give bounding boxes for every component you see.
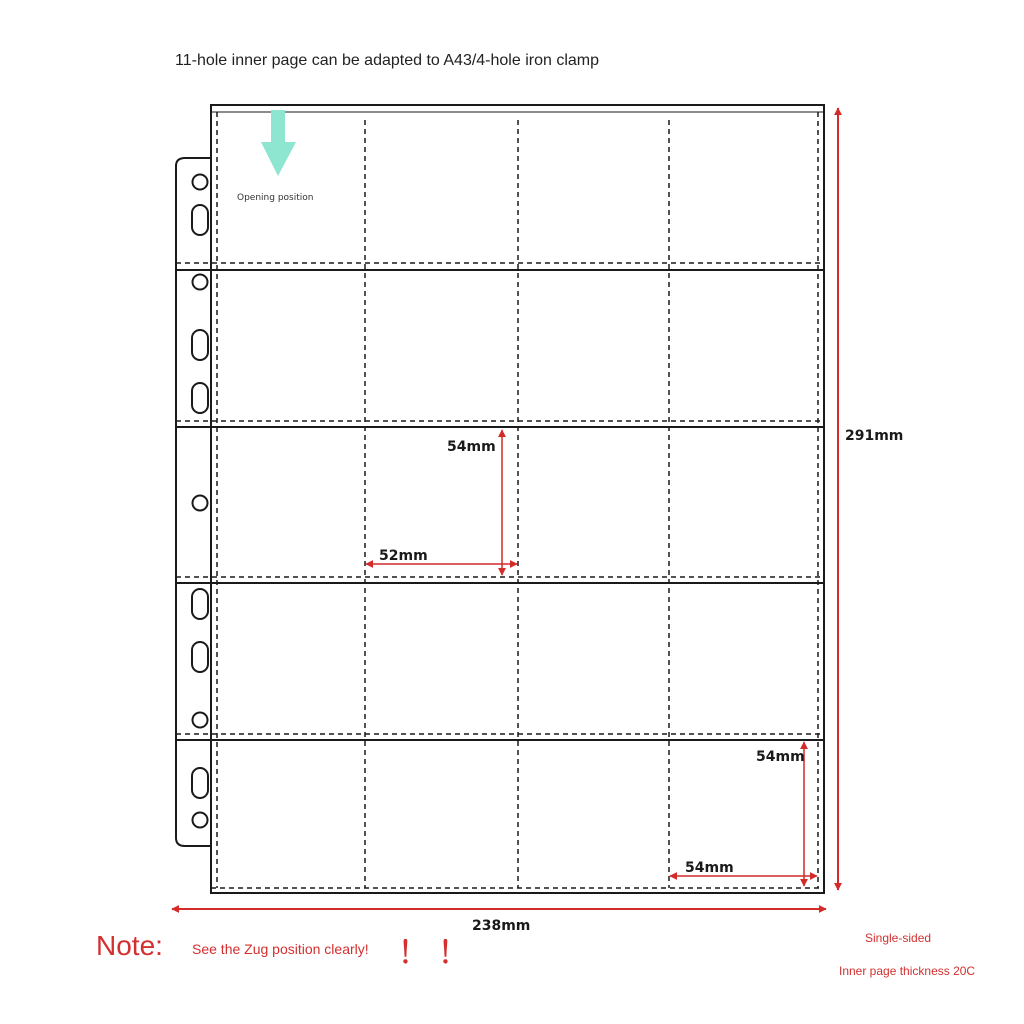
binder-hole-slot [192, 642, 208, 672]
binder-hole-slot [192, 589, 208, 619]
note-text: See the Zug position clearly! [192, 941, 369, 957]
row-dividers [176, 270, 824, 740]
exclamation-marks: ！！ [398, 937, 478, 970]
thickness-label: Inner page thickness 20C [839, 964, 976, 978]
binder-hole [193, 175, 208, 190]
binder-hole [193, 496, 208, 511]
pocket-height-label: 54mm [447, 439, 496, 455]
binder-hole [193, 713, 208, 728]
binder-hole-slot [192, 768, 208, 798]
binder-hole-slot [192, 383, 208, 413]
pocket-seams [176, 112, 824, 888]
height-dimension-label: 291mm [845, 428, 904, 444]
binder-hole-slot [192, 205, 208, 235]
width-dimension-label: 238mm [472, 918, 531, 934]
page-title: 11-hole inner page can be adapted to A43/4-hole iron clamp [175, 52, 600, 69]
note-label: Note: [96, 930, 163, 961]
binder-hole [193, 813, 208, 828]
single-sided-label: Single-sided [865, 931, 932, 945]
sheet-top-seal [211, 105, 824, 112]
corner-pocket-width-label: 54mm [685, 860, 734, 876]
opening-arrow-icon [261, 110, 296, 176]
binder-hole [193, 275, 208, 290]
binder-hole-slot [192, 330, 208, 360]
opening-label: Opening position [237, 193, 314, 203]
binder-holes [192, 175, 208, 828]
pocket-width-label: 52mm [379, 548, 428, 564]
corner-pocket-height-label: 54mm [756, 749, 805, 765]
